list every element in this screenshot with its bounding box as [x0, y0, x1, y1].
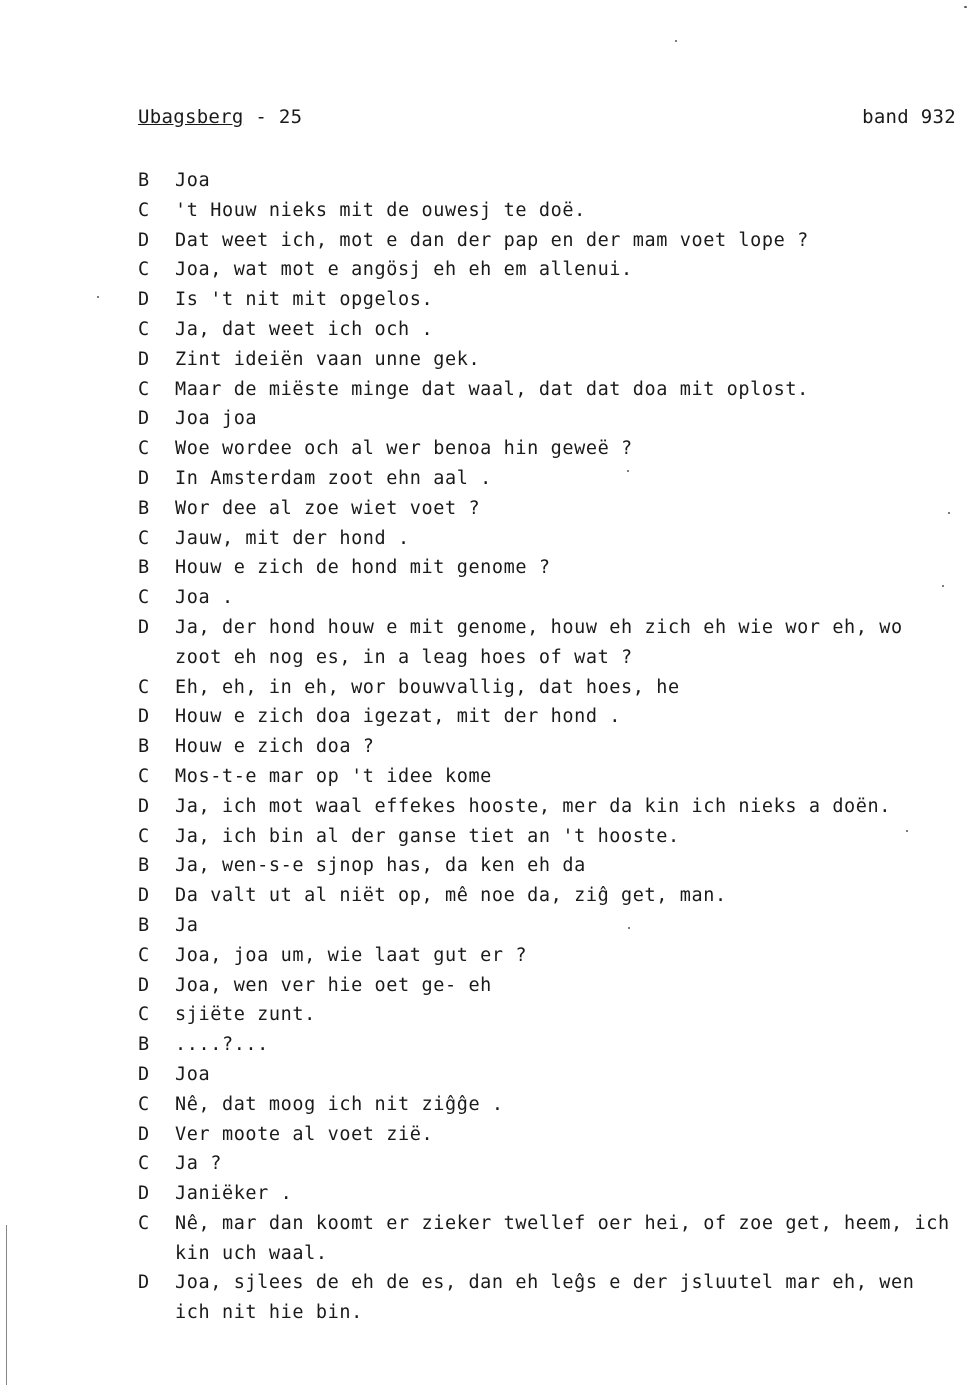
speaker-label: B — [138, 855, 150, 877]
transcript-line — [138, 1000, 960, 1030]
transcript-line — [138, 524, 960, 554]
utterance-text: Ja, ich bin al der ganse tiet an 't hooste. — [175, 825, 680, 847]
speaker-label: D — [138, 885, 150, 907]
speaker-label: B — [138, 557, 150, 579]
utterance-text: Nê, dat moog ich nit ziĝĝe . — [175, 1093, 504, 1115]
utterance-text: Mos-t-e mar op 't idee kome — [175, 765, 492, 787]
speaker-label: D — [138, 616, 150, 638]
transcript-line — [138, 613, 960, 673]
speaker-label: C — [138, 825, 150, 847]
speaker-label: D — [138, 706, 150, 728]
header-band: band 932 — [862, 106, 956, 128]
scan-speck — [964, 6, 967, 8]
speaker-label: C — [138, 1212, 150, 1234]
utterance-text: Maar de miëste minge dat waal, dat dat doa mit oplost. — [175, 378, 809, 400]
utterance-text: Joa — [175, 170, 211, 191]
utterance-text: Ja — [175, 914, 199, 936]
scan-speck — [948, 512, 950, 514]
utterance-text: Jauw, mit der hond . — [175, 527, 410, 549]
transcript-line — [138, 762, 960, 792]
scan-speck — [628, 927, 630, 929]
utterance-text: Eh, eh, in eh, wor bouwvallig, dat hoes, he — [175, 676, 680, 698]
utterance-text: sjiëte zunt. — [175, 1004, 316, 1026]
utterance-text: Wor dee al zoe wiet voet ? — [175, 497, 481, 519]
speaker-label: C — [138, 378, 150, 400]
transcript-line — [138, 822, 960, 852]
utterance-text: ....?... — [175, 1034, 269, 1056]
utterance-text: Ja, der hond houw e mit genome, houw eh zich eh wie wor eh, wo zoot eh nog es, in a leag hoes of wat ? — [175, 616, 915, 668]
transcript-line — [138, 1030, 960, 1060]
utterance-text: Houw e zich doa igezat, mit der hond . — [175, 706, 622, 728]
speaker-label: D — [138, 1272, 150, 1294]
scan-speck — [942, 585, 944, 587]
transcript-line — [138, 941, 960, 971]
speaker-label: C — [138, 587, 150, 609]
transcript-line — [138, 1120, 960, 1150]
transcript-line — [138, 1060, 960, 1090]
speaker-label: D — [138, 467, 150, 489]
transcript-line — [138, 494, 960, 524]
speaker-label: B — [138, 497, 150, 519]
speaker-label: D — [138, 408, 150, 430]
utterance-text: Ja, ich mot waal effekes hooste, mer da kin ich nieks a doën. — [175, 795, 892, 817]
transcript-line — [138, 702, 960, 732]
speaker-label: C — [138, 944, 150, 966]
transcript-line — [138, 226, 960, 256]
utterance-text: Joa joa — [175, 408, 258, 430]
speaker-label: C — [138, 1004, 150, 1026]
transcript-line — [138, 1179, 960, 1209]
utterance-text: Is 't nit mit opgelos. — [175, 289, 434, 311]
utterance-text: Joa, joa um, wie laat gut er ? — [175, 944, 528, 966]
utterance-text: Woe wordee och al wer benoa hin geweë ? — [175, 438, 633, 460]
transcript-line — [138, 196, 960, 226]
transcript-line — [138, 1149, 960, 1179]
header-place: Ubagsberg — [138, 106, 244, 128]
transcript-line — [138, 434, 960, 464]
speaker-label: D — [138, 795, 150, 817]
speaker-label: D — [138, 348, 150, 370]
transcript-line — [138, 673, 960, 703]
transcript-line — [138, 255, 960, 285]
speaker-label: C — [138, 527, 150, 549]
speaker-label: D — [138, 1063, 150, 1085]
transcript — [138, 166, 960, 1328]
utterance-text: Nê, mar dan koomt er zieker twellef oer hei, of zoe get, heem, ich kin uch waal. — [175, 1212, 962, 1264]
utterance-text: Houw e zich doa ? — [175, 736, 375, 758]
utterance-text: Dat weet ich, mot e dan der pap en der mam voet lope ? — [175, 229, 809, 251]
utterance-text: Zint ideiën vaan unne gek. — [175, 348, 481, 370]
transcript-line — [138, 285, 960, 315]
transcript-line — [138, 464, 960, 494]
transcript-line — [138, 881, 960, 911]
transcript-line — [138, 792, 960, 822]
transcript-line — [138, 166, 960, 196]
utterance-text: Da valt ut al niët op, mê noe da, ziĝ get, man. — [175, 885, 727, 907]
speaker-label: B — [138, 914, 150, 936]
speaker-label: C — [138, 765, 150, 787]
utterance-text: Janiëker . — [175, 1183, 293, 1205]
scan-speck — [675, 40, 677, 42]
transcript-line — [138, 375, 960, 405]
speaker-label: C — [138, 199, 150, 221]
transcript-line — [138, 315, 960, 345]
transcript-line — [138, 1268, 960, 1328]
utterance-text: Ver moote al voet zië. — [175, 1123, 434, 1145]
speaker-label: C — [138, 259, 150, 281]
speaker-label: C — [138, 1093, 150, 1115]
utterance-text: Joa — [175, 1063, 211, 1085]
utterance-text: Ja, dat weet ich och . — [175, 318, 434, 340]
speaker-label: D — [138, 974, 150, 996]
speaker-label: D — [138, 289, 150, 311]
speaker-label: C — [138, 676, 150, 698]
utterance-text: In Amsterdam zoot ehn aal . — [175, 467, 492, 489]
transcript-line — [138, 851, 960, 881]
transcript-line — [138, 1090, 960, 1120]
transcript-line — [138, 911, 960, 941]
page-header — [138, 106, 956, 136]
speaker-label: C — [138, 1153, 150, 1175]
transcript-line — [138, 1209, 960, 1269]
utterance-text: Ja, wen-s-e sjnop has, da ken eh da — [175, 855, 586, 877]
utterance-text: Joa, wen ver hie oet ge- eh — [175, 974, 492, 996]
utterance-text: 't Houw nieks mit de ouwesj te doë. — [175, 199, 586, 221]
transcript-line — [138, 404, 960, 434]
utterance-text: Joa, sjlees de eh de es, dan eh leĝs e der jsluutel mar eh, wen ich nit hie bin. — [175, 1272, 927, 1324]
speaker-label: C — [138, 438, 150, 460]
margin-mark — [6, 1225, 7, 1385]
utterance-text: Ja ? — [175, 1153, 222, 1175]
header-title — [138, 106, 302, 128]
scan-speck — [627, 470, 629, 472]
utterance-text: Joa, wat mot e angösj eh eh em allenui. — [175, 259, 633, 281]
speaker-label: D — [138, 229, 150, 251]
transcript-line — [138, 732, 960, 762]
speaker-label: B — [138, 170, 150, 191]
transcript-line — [138, 971, 960, 1001]
transcript-line — [138, 345, 960, 375]
speaker-label: C — [138, 318, 150, 340]
speaker-label: B — [138, 1034, 150, 1056]
header-page-number: - 25 — [243, 106, 303, 128]
transcript-line — [138, 553, 960, 583]
transcript-line — [138, 583, 960, 613]
utterance-text: Joa . — [175, 587, 234, 609]
speaker-label: B — [138, 736, 150, 758]
speaker-label: D — [138, 1183, 150, 1205]
speaker-label: D — [138, 1123, 150, 1145]
scan-speck — [906, 830, 908, 832]
scan-speck — [97, 296, 99, 298]
utterance-text: Houw e zich de hond mit genome ? — [175, 557, 551, 579]
